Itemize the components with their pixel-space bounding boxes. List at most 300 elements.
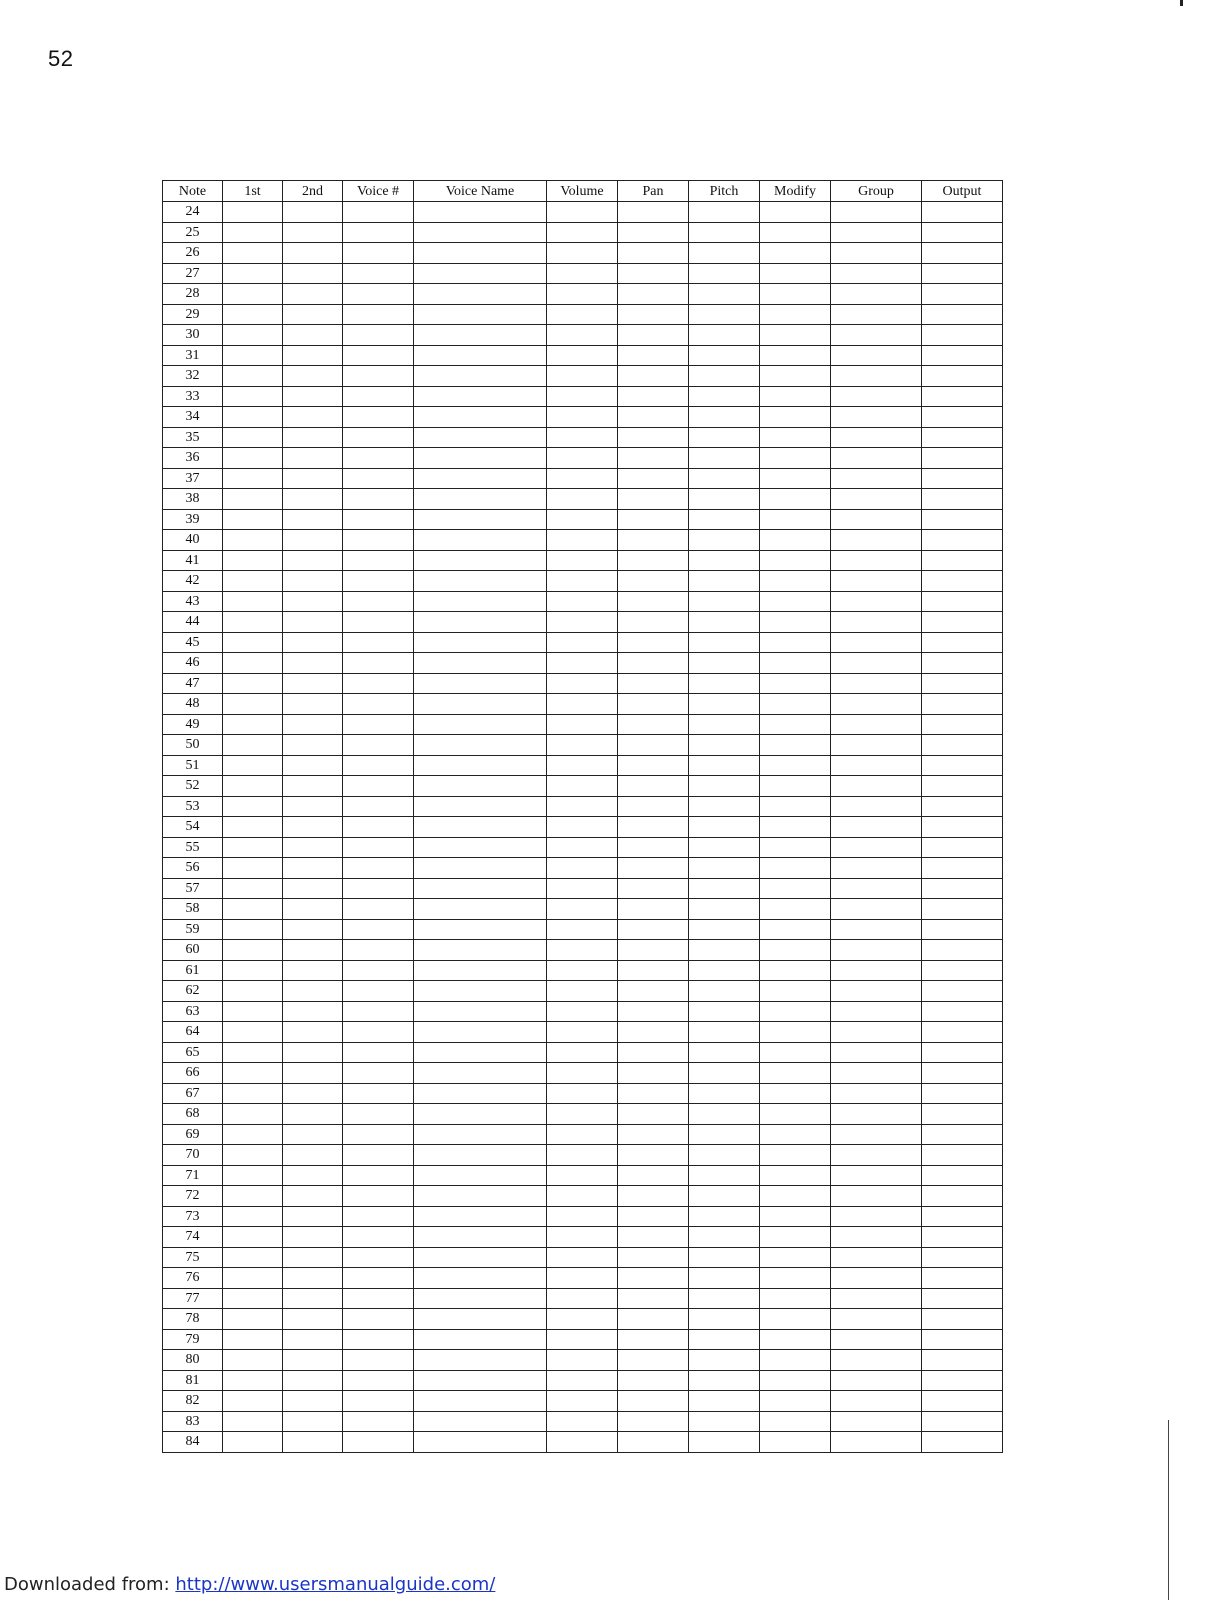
table-row: [163, 1411, 1003, 1432]
note-number-cell: 52: [163, 776, 223, 797]
empty-entry-cell: [283, 755, 343, 776]
empty-entry-cell: [283, 325, 343, 346]
table-row: [163, 222, 1003, 243]
empty-entry-cell: [689, 1268, 760, 1289]
empty-entry-cell: [343, 960, 414, 981]
empty-entry-cell: [689, 489, 760, 510]
empty-entry-cell: [618, 427, 689, 448]
empty-entry-cell: [223, 981, 283, 1002]
empty-entry-cell: [618, 263, 689, 284]
note-number-cell: 37: [163, 468, 223, 489]
empty-entry-cell: [547, 817, 618, 838]
column-header: 2nd: [283, 181, 343, 202]
empty-entry-cell: [618, 1104, 689, 1125]
footer-prefix: Downloaded from:: [4, 1574, 176, 1595]
empty-entry-cell: [223, 448, 283, 469]
empty-entry-cell: [689, 284, 760, 305]
empty-entry-cell: [547, 960, 618, 981]
empty-entry-cell: [831, 919, 922, 940]
empty-entry-cell: [223, 1206, 283, 1227]
empty-entry-cell: [689, 468, 760, 489]
empty-entry-cell: [283, 837, 343, 858]
empty-entry-cell: [760, 878, 831, 899]
empty-entry-cell: [922, 427, 1003, 448]
table-row: [163, 714, 1003, 735]
empty-entry-cell: [547, 1432, 618, 1453]
table-row: [163, 1206, 1003, 1227]
note-number-cell: 74: [163, 1227, 223, 1248]
empty-entry-cell: [618, 1165, 689, 1186]
empty-entry-cell: [618, 550, 689, 571]
empty-entry-cell: [547, 325, 618, 346]
column-header: Pan: [618, 181, 689, 202]
empty-entry-cell: [343, 550, 414, 571]
empty-entry-cell: [760, 776, 831, 797]
empty-entry-cell: [831, 284, 922, 305]
note-number-cell: 69: [163, 1124, 223, 1145]
empty-entry-cell: [618, 653, 689, 674]
empty-entry-cell: [547, 735, 618, 756]
empty-entry-cell: [283, 940, 343, 961]
table-row: [163, 735, 1003, 756]
empty-entry-cell: [414, 1288, 547, 1309]
empty-entry-cell: [343, 755, 414, 776]
empty-entry-cell: [922, 1309, 1003, 1330]
table-row: [163, 1227, 1003, 1248]
empty-entry-cell: [689, 1391, 760, 1412]
empty-entry-cell: [618, 1288, 689, 1309]
empty-entry-cell: [343, 1186, 414, 1207]
empty-entry-cell: [831, 1001, 922, 1022]
empty-entry-cell: [618, 366, 689, 387]
empty-entry-cell: [547, 1247, 618, 1268]
note-number-cell: 55: [163, 837, 223, 858]
empty-entry-cell: [414, 960, 547, 981]
empty-entry-cell: [223, 837, 283, 858]
empty-entry-cell: [618, 1186, 689, 1207]
scan-edge-line: [1168, 1420, 1169, 1600]
table-row: [163, 509, 1003, 530]
empty-entry-cell: [689, 222, 760, 243]
empty-entry-cell: [223, 1001, 283, 1022]
empty-entry-cell: [414, 714, 547, 735]
empty-entry-cell: [760, 345, 831, 366]
note-number-cell: 63: [163, 1001, 223, 1022]
empty-entry-cell: [760, 366, 831, 387]
empty-entry-cell: [414, 1432, 547, 1453]
table-row: [163, 1247, 1003, 1268]
table-row: [163, 1124, 1003, 1145]
empty-entry-cell: [760, 1268, 831, 1289]
table-row: [163, 796, 1003, 817]
empty-entry-cell: [618, 612, 689, 633]
empty-entry-cell: [547, 1063, 618, 1084]
empty-entry-cell: [343, 468, 414, 489]
empty-entry-cell: [760, 796, 831, 817]
empty-entry-cell: [831, 1391, 922, 1412]
empty-entry-cell: [547, 796, 618, 817]
empty-entry-cell: [414, 386, 547, 407]
note-number-cell: 49: [163, 714, 223, 735]
empty-entry-cell: [618, 1329, 689, 1350]
empty-entry-cell: [283, 591, 343, 612]
empty-entry-cell: [831, 1186, 922, 1207]
empty-entry-cell: [547, 714, 618, 735]
empty-entry-cell: [689, 919, 760, 940]
note-number-cell: 30: [163, 325, 223, 346]
empty-entry-cell: [831, 571, 922, 592]
empty-entry-cell: [831, 263, 922, 284]
empty-entry-cell: [689, 858, 760, 879]
empty-entry-cell: [223, 202, 283, 223]
empty-entry-cell: [343, 919, 414, 940]
empty-entry-cell: [343, 366, 414, 387]
empty-entry-cell: [414, 243, 547, 264]
column-header: Pitch: [689, 181, 760, 202]
empty-entry-cell: [922, 694, 1003, 715]
empty-entry-cell: [414, 407, 547, 428]
empty-entry-cell: [343, 1227, 414, 1248]
empty-entry-cell: [547, 407, 618, 428]
empty-entry-cell: [414, 632, 547, 653]
empty-entry-cell: [922, 243, 1003, 264]
empty-entry-cell: [831, 653, 922, 674]
empty-entry-cell: [922, 653, 1003, 674]
empty-entry-cell: [547, 1022, 618, 1043]
empty-entry-cell: [831, 1329, 922, 1350]
empty-entry-cell: [689, 530, 760, 551]
empty-entry-cell: [283, 1186, 343, 1207]
empty-entry-cell: [618, 960, 689, 981]
empty-entry-cell: [414, 653, 547, 674]
empty-entry-cell: [547, 509, 618, 530]
empty-entry-cell: [831, 960, 922, 981]
empty-entry-cell: [223, 694, 283, 715]
empty-entry-cell: [618, 1247, 689, 1268]
empty-entry-cell: [831, 1288, 922, 1309]
note-number-cell: 61: [163, 960, 223, 981]
empty-entry-cell: [689, 1083, 760, 1104]
empty-entry-cell: [922, 919, 1003, 940]
empty-entry-cell: [618, 878, 689, 899]
empty-entry-cell: [414, 489, 547, 510]
empty-entry-cell: [343, 735, 414, 756]
note-number-cell: 29: [163, 304, 223, 325]
note-number-cell: 40: [163, 530, 223, 551]
note-number-cell: 26: [163, 243, 223, 264]
empty-entry-cell: [414, 1186, 547, 1207]
empty-entry-cell: [922, 1022, 1003, 1043]
empty-entry-cell: [547, 858, 618, 879]
note-number-cell: 72: [163, 1186, 223, 1207]
empty-entry-cell: [223, 612, 283, 633]
empty-entry-cell: [283, 222, 343, 243]
empty-entry-cell: [547, 673, 618, 694]
empty-entry-cell: [414, 448, 547, 469]
empty-entry-cell: [618, 591, 689, 612]
empty-entry-cell: [414, 694, 547, 715]
empty-entry-cell: [283, 468, 343, 489]
empty-entry-cell: [760, 1247, 831, 1268]
table-row: [163, 304, 1003, 325]
note-number-cell: 62: [163, 981, 223, 1002]
empty-entry-cell: [689, 694, 760, 715]
column-header: Voice Name: [414, 181, 547, 202]
empty-entry-cell: [689, 571, 760, 592]
empty-entry-cell: [831, 796, 922, 817]
empty-entry-cell: [343, 243, 414, 264]
empty-entry-cell: [283, 1391, 343, 1412]
empty-entry-cell: [618, 776, 689, 797]
empty-entry-cell: [760, 714, 831, 735]
empty-entry-cell: [922, 817, 1003, 838]
column-header: Output: [922, 181, 1003, 202]
empty-entry-cell: [283, 1042, 343, 1063]
column-header: Note: [163, 181, 223, 202]
empty-entry-cell: [223, 243, 283, 264]
empty-entry-cell: [414, 509, 547, 530]
table-row: [163, 653, 1003, 674]
table-row: [163, 407, 1003, 428]
empty-entry-cell: [223, 263, 283, 284]
note-number-cell: 53: [163, 796, 223, 817]
empty-entry-cell: [547, 1391, 618, 1412]
empty-entry-cell: [618, 837, 689, 858]
empty-entry-cell: [922, 878, 1003, 899]
empty-entry-cell: [343, 1165, 414, 1186]
empty-entry-cell: [760, 468, 831, 489]
empty-entry-cell: [414, 940, 547, 961]
empty-entry-cell: [922, 448, 1003, 469]
empty-entry-cell: [414, 1104, 547, 1125]
empty-entry-cell: [922, 1329, 1003, 1350]
footer-link[interactable]: http://www.usersmanualguide.com/: [175, 1574, 496, 1595]
table-row: [163, 1063, 1003, 1084]
empty-entry-cell: [547, 1165, 618, 1186]
empty-entry-cell: [922, 222, 1003, 243]
empty-entry-cell: [414, 1124, 547, 1145]
empty-entry-cell: [547, 1001, 618, 1022]
empty-entry-cell: [831, 673, 922, 694]
empty-entry-cell: [223, 1247, 283, 1268]
table-row: [163, 591, 1003, 612]
empty-entry-cell: [414, 263, 547, 284]
empty-entry-cell: [223, 1268, 283, 1289]
empty-entry-cell: [831, 714, 922, 735]
empty-entry-cell: [223, 284, 283, 305]
empty-entry-cell: [283, 1370, 343, 1391]
empty-entry-cell: [618, 899, 689, 920]
empty-entry-cell: [343, 263, 414, 284]
table-row: [163, 1350, 1003, 1371]
empty-entry-cell: [831, 694, 922, 715]
column-header: 1st: [223, 181, 283, 202]
empty-entry-cell: [831, 858, 922, 879]
empty-entry-cell: [547, 448, 618, 469]
note-number-cell: 35: [163, 427, 223, 448]
empty-entry-cell: [922, 1206, 1003, 1227]
empty-entry-cell: [618, 1042, 689, 1063]
empty-entry-cell: [414, 1063, 547, 1084]
empty-entry-cell: [283, 919, 343, 940]
empty-entry-cell: [223, 1350, 283, 1371]
table-row: [163, 530, 1003, 551]
empty-entry-cell: [760, 571, 831, 592]
empty-entry-cell: [831, 550, 922, 571]
empty-entry-cell: [343, 1329, 414, 1350]
empty-entry-cell: [223, 386, 283, 407]
empty-entry-cell: [223, 1145, 283, 1166]
empty-entry-cell: [689, 1001, 760, 1022]
empty-entry-cell: [689, 714, 760, 735]
empty-entry-cell: [618, 858, 689, 879]
note-number-cell: 45: [163, 632, 223, 653]
empty-entry-cell: [547, 304, 618, 325]
table-row: [163, 1186, 1003, 1207]
empty-entry-cell: [922, 960, 1003, 981]
note-number-cell: 24: [163, 202, 223, 223]
empty-entry-cell: [283, 1083, 343, 1104]
empty-entry-cell: [414, 1309, 547, 1330]
empty-entry-cell: [689, 304, 760, 325]
empty-entry-cell: [283, 427, 343, 448]
empty-entry-cell: [283, 345, 343, 366]
empty-entry-cell: [547, 263, 618, 284]
empty-entry-cell: [223, 591, 283, 612]
empty-entry-cell: [922, 714, 1003, 735]
empty-entry-cell: [922, 1083, 1003, 1104]
empty-entry-cell: [343, 345, 414, 366]
empty-entry-cell: [618, 509, 689, 530]
empty-entry-cell: [831, 243, 922, 264]
empty-entry-cell: [689, 509, 760, 530]
empty-entry-cell: [922, 571, 1003, 592]
note-number-cell: 76: [163, 1268, 223, 1289]
empty-entry-cell: [922, 1227, 1003, 1248]
empty-entry-cell: [760, 550, 831, 571]
empty-entry-cell: [343, 1268, 414, 1289]
note-number-cell: 60: [163, 940, 223, 961]
empty-entry-cell: [343, 878, 414, 899]
empty-entry-cell: [760, 899, 831, 920]
empty-entry-cell: [343, 448, 414, 469]
empty-entry-cell: [283, 858, 343, 879]
empty-entry-cell: [760, 1432, 831, 1453]
table-row: [163, 1022, 1003, 1043]
table-row: [163, 489, 1003, 510]
empty-entry-cell: [689, 673, 760, 694]
empty-entry-cell: [343, 899, 414, 920]
empty-entry-cell: [223, 673, 283, 694]
empty-entry-cell: [223, 714, 283, 735]
note-number-cell: 46: [163, 653, 223, 674]
empty-entry-cell: [689, 776, 760, 797]
empty-entry-cell: [414, 919, 547, 940]
page-number: 52: [48, 46, 74, 71]
empty-entry-cell: [618, 1022, 689, 1043]
empty-entry-cell: [689, 653, 760, 674]
empty-entry-cell: [414, 673, 547, 694]
empty-entry-cell: [760, 591, 831, 612]
empty-entry-cell: [547, 530, 618, 551]
empty-entry-cell: [922, 284, 1003, 305]
table-row: [163, 858, 1003, 879]
empty-entry-cell: [223, 1411, 283, 1432]
empty-entry-cell: [547, 1227, 618, 1248]
empty-entry-cell: [922, 591, 1003, 612]
table-row: [163, 386, 1003, 407]
empty-entry-cell: [414, 981, 547, 1002]
table-row: [163, 1001, 1003, 1022]
empty-entry-cell: [689, 1350, 760, 1371]
empty-entry-cell: [283, 1432, 343, 1453]
empty-entry-cell: [414, 1042, 547, 1063]
note-number-cell: 27: [163, 263, 223, 284]
empty-entry-cell: [760, 1370, 831, 1391]
empty-entry-cell: [343, 1063, 414, 1084]
empty-entry-cell: [831, 1124, 922, 1145]
empty-entry-cell: [760, 386, 831, 407]
empty-entry-cell: [343, 796, 414, 817]
empty-entry-cell: [760, 263, 831, 284]
empty-entry-cell: [831, 202, 922, 223]
table-row: [163, 448, 1003, 469]
empty-entry-cell: [547, 468, 618, 489]
empty-entry-cell: [414, 878, 547, 899]
empty-entry-cell: [283, 1411, 343, 1432]
empty-entry-cell: [689, 263, 760, 284]
empty-entry-cell: [922, 1350, 1003, 1371]
empty-entry-cell: [618, 222, 689, 243]
empty-entry-cell: [760, 304, 831, 325]
empty-entry-cell: [283, 1329, 343, 1350]
empty-entry-cell: [283, 632, 343, 653]
empty-entry-cell: [618, 1063, 689, 1084]
note-number-cell: 58: [163, 899, 223, 920]
empty-entry-cell: [283, 509, 343, 530]
note-number-cell: 56: [163, 858, 223, 879]
empty-entry-cell: [760, 202, 831, 223]
empty-entry-cell: [223, 776, 283, 797]
empty-entry-cell: [223, 550, 283, 571]
empty-entry-cell: [618, 1145, 689, 1166]
empty-entry-cell: [343, 632, 414, 653]
empty-entry-cell: [223, 1165, 283, 1186]
empty-entry-cell: [760, 284, 831, 305]
empty-entry-cell: [547, 550, 618, 571]
empty-entry-cell: [831, 981, 922, 1002]
empty-entry-cell: [922, 1145, 1003, 1166]
empty-entry-cell: [547, 878, 618, 899]
empty-entry-cell: [618, 284, 689, 305]
empty-entry-cell: [343, 1370, 414, 1391]
empty-entry-cell: [831, 386, 922, 407]
table-row: [163, 1165, 1003, 1186]
empty-entry-cell: [831, 1022, 922, 1043]
empty-entry-cell: [223, 509, 283, 530]
empty-entry-cell: [343, 1288, 414, 1309]
empty-entry-cell: [922, 407, 1003, 428]
empty-entry-cell: [760, 509, 831, 530]
empty-entry-cell: [831, 776, 922, 797]
empty-entry-cell: [689, 1370, 760, 1391]
empty-entry-cell: [223, 1329, 283, 1350]
table-row: [163, 1268, 1003, 1289]
empty-entry-cell: [547, 386, 618, 407]
empty-entry-cell: [547, 243, 618, 264]
empty-entry-cell: [760, 1083, 831, 1104]
empty-entry-cell: [414, 1206, 547, 1227]
